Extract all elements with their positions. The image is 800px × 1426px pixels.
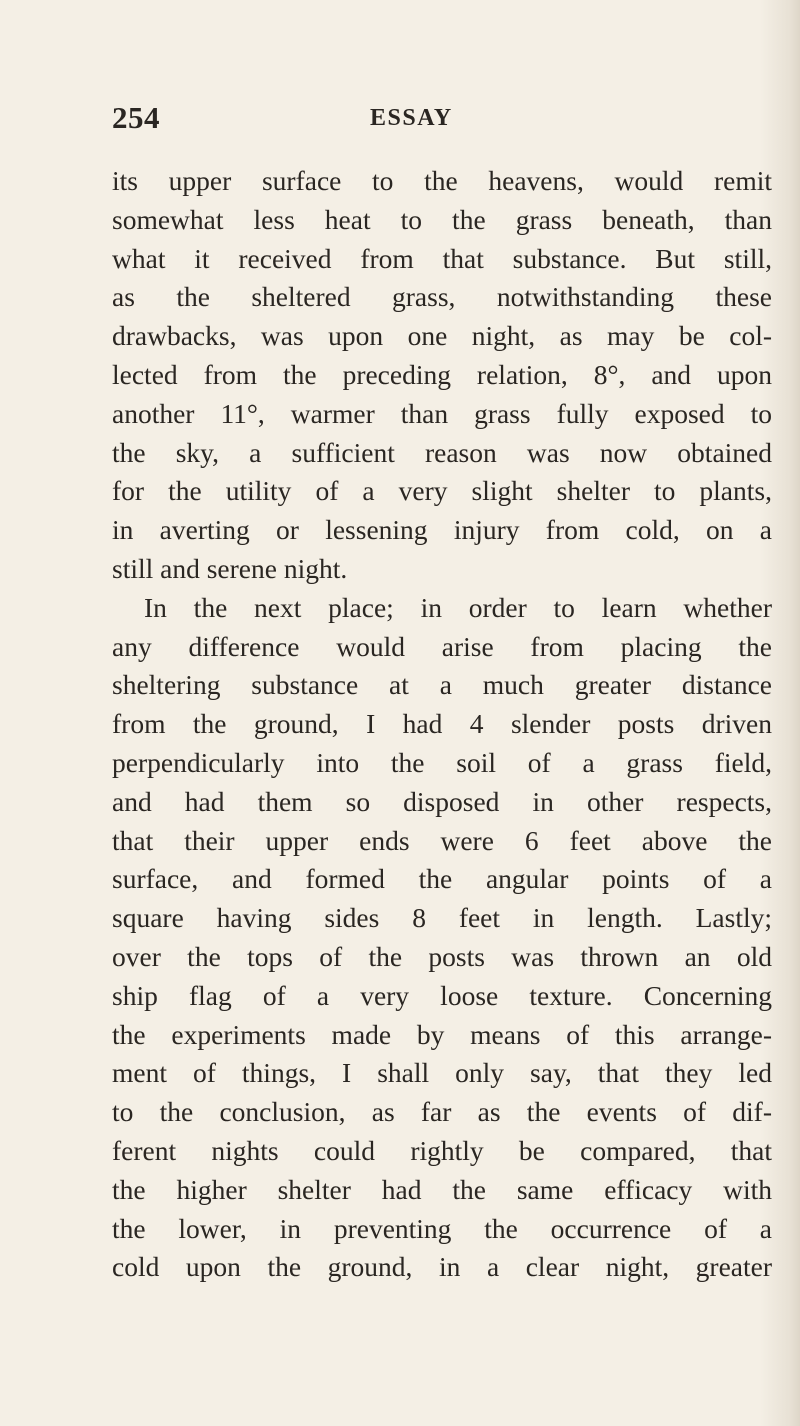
text-line: over the tops of the posts was thrown an old [112, 940, 772, 972]
text-line: somewhat less heat to the grass beneath, than [112, 203, 772, 235]
text-line: drawbacks, was upon one night, as may be col- [112, 320, 772, 352]
text-line: another 11°, warmer than grass fully exposed to [112, 397, 772, 429]
text-line: what it received from that substance. But still, [112, 242, 772, 274]
text-line: as the sheltered grass, notwithstanding these [112, 281, 772, 313]
text-line: square having sides 8 feet in length. Lastly; [112, 902, 772, 934]
text-line: cold upon the ground, in a clear night, greater [112, 1251, 772, 1283]
text-line: the higher shelter had the same efficacy with [112, 1173, 772, 1205]
text-line: perpendicularly into the soil of a grass field, [112, 746, 772, 778]
running-head [112, 100, 732, 140]
text-line: any difference would arise from placing the [112, 630, 772, 662]
text-line: its upper surface to the heavens, would remit [112, 165, 772, 196]
text-line: the lower, in preventing the occurrence of a [112, 1212, 772, 1244]
text-line: sheltering substance at a much greater distance [112, 669, 772, 701]
body-text [112, 162, 772, 1287]
paragraph-end-line: still and serene night. [112, 552, 348, 584]
paragraph-start-line: In the next place; in order to learn whether [144, 591, 772, 623]
text-line: surface, and formed the angular points of a [112, 863, 772, 895]
text-line: ment of things, I shall only say, that they led [112, 1057, 772, 1089]
page-number: 254 [112, 100, 160, 135]
text-line: for the utility of a very slight shelter to plants, [112, 475, 772, 507]
text-line: ship flag of a very loose texture. Concerning [112, 979, 772, 1011]
text-line: from the ground, I had 4 slender posts driven [112, 708, 772, 740]
text-line: and had them so disposed in other respects, [112, 785, 772, 817]
text-line: that their upper ends were 6 feet above the [112, 824, 772, 856]
text-line: the sky, a sufficient reason was now obtained [112, 436, 772, 468]
running-title: ESSAY [370, 105, 453, 131]
text-line: the experiments made by means of this arrange- [112, 1018, 772, 1050]
text-line: ferent nights could rightly be compared, that [112, 1134, 772, 1166]
text-line: to the conclusion, as far as the events of dif- [112, 1096, 772, 1128]
text-line: lected from the preceding relation, 8°, and upon [112, 358, 772, 390]
text-line: in averting or lessening injury from cold, on a [112, 514, 772, 546]
